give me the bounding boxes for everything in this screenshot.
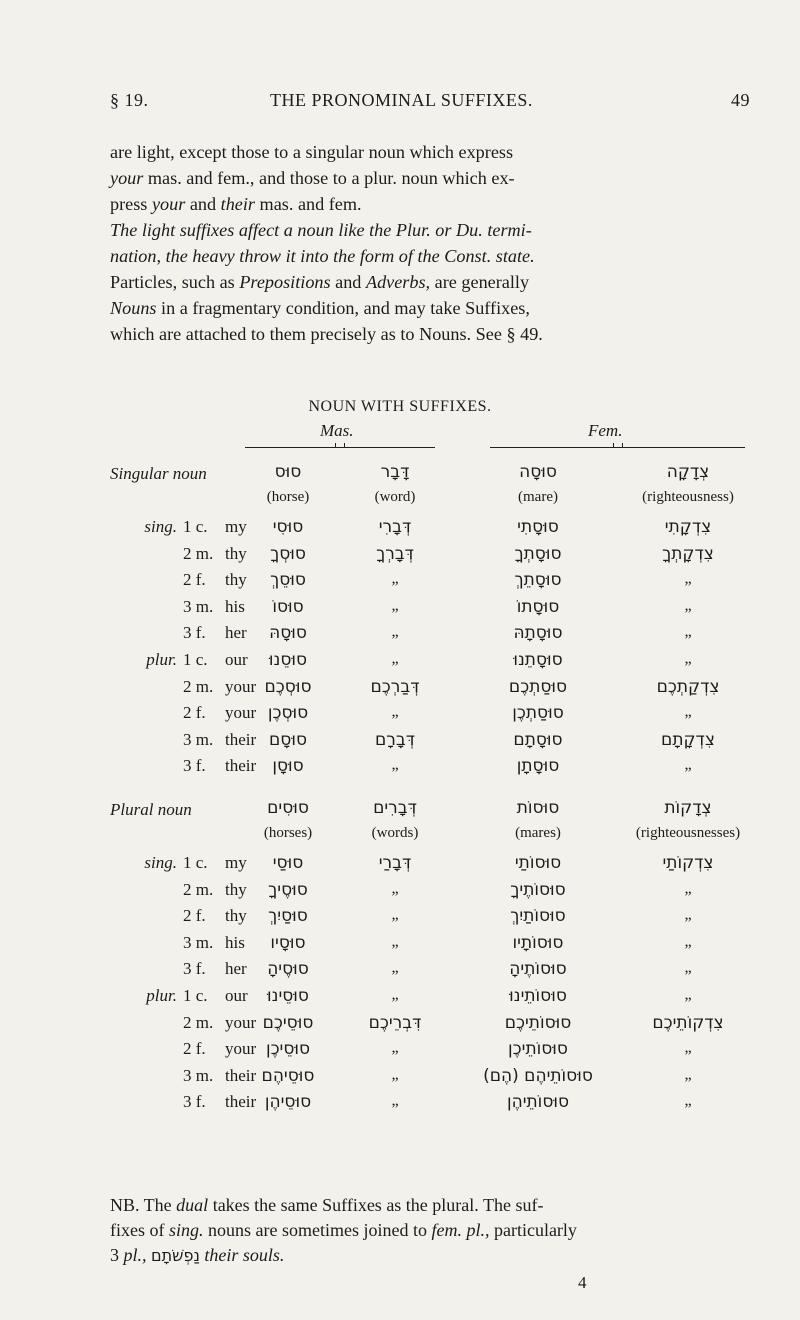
pronoun: my [225, 517, 247, 536]
ditto-mark: „ [684, 623, 692, 641]
text: NB. The [110, 1195, 177, 1215]
text: and [330, 272, 366, 292]
suffixed-form: צִדְקָתְךָ [662, 543, 714, 564]
ditto-mark: „ [391, 1065, 399, 1083]
suffixed-form: סוּסָן [272, 756, 304, 777]
ditto-mark: „ [684, 650, 692, 667]
ditto-mark: „ [684, 703, 692, 721]
suffixed-form: סוּסֶיהָ [267, 959, 309, 980]
suffixed-form: צִדְקוֹתַי [662, 853, 714, 873]
ditto-mark: „ [684, 932, 692, 950]
pronoun: my [225, 853, 247, 872]
ditto-mark: „ [391, 623, 399, 641]
pronoun: her [225, 959, 247, 979]
pronoun: their [225, 1065, 257, 1085]
note-line [110, 1193, 770, 1218]
pronoun: thy [225, 543, 247, 563]
ditto-mark: „ [391, 932, 399, 950]
ditto-mark: „ [684, 570, 692, 588]
head-word: דְּבָרִים [373, 798, 417, 818]
person-number: 2 f. [183, 906, 206, 926]
pronoun: her [225, 623, 247, 643]
text: in a fragmentary condition, and may take Suffixes, [156, 298, 530, 318]
pronoun: our [225, 986, 248, 1005]
suffixed-form: סוּסֵיכֶן [265, 1039, 311, 1060]
suffixed-form: צִדְקַתְכֶם [656, 676, 720, 697]
text: mas. and fem., and those to a plur. noun which ex- [143, 168, 515, 188]
suffixed-form: סוּסֵיכֶם [262, 1012, 314, 1033]
number-label: sing. [144, 517, 177, 536]
suffixed-form: סוּסָתוֹ [516, 596, 560, 617]
suffixed-form: סוּסוֹתֵיכֶן [508, 1039, 568, 1060]
suffixed-form: סוּסוֹתַי [514, 853, 562, 873]
ditto-mark: „ [391, 703, 399, 721]
person-number: 1 c. [183, 517, 208, 536]
noun-section-label: Plural noun [110, 800, 192, 819]
suffixed-form: סוּסוֹתֵיהֶם (הֶם) [483, 1065, 593, 1086]
ditto-mark: „ [684, 596, 692, 614]
pronoun: their [225, 729, 257, 749]
emph: pl., [123, 1245, 147, 1265]
person-number: 1 c. [183, 986, 208, 1005]
pronoun: thy [225, 879, 247, 899]
gloss-text: (mares) [515, 825, 561, 841]
masculine-brace [245, 447, 435, 458]
emph: fem. pl., [431, 1220, 490, 1240]
person-number: 3 f. [183, 623, 206, 643]
suffixed-form: דְּבָרְךָ [376, 543, 414, 564]
suffixed-form: סוּסָהּ [269, 623, 307, 644]
suffixed-form: סוּסֵיהֶם [261, 1065, 315, 1086]
text: fixes of [110, 1220, 169, 1240]
pronoun: your [225, 1039, 257, 1059]
pronoun: thy [225, 906, 247, 926]
gloss-text: (righteousnesses) [635, 825, 741, 841]
person-number: 1 c. [183, 650, 208, 669]
person-number: 3 f. [183, 959, 206, 979]
intro-paragraph [110, 139, 750, 347]
suffixed-form: סוּסוֹ [272, 596, 304, 617]
section-number: § 19. [110, 90, 149, 110]
text: takes the same Suffixes as the plural. The suf- [208, 1195, 544, 1215]
suffixed-form: סוּסַתְכֶם [508, 676, 568, 697]
ditto-mark: „ [684, 986, 692, 1003]
suffixed-form: סוּסָתָם [513, 729, 563, 750]
text: press [110, 194, 152, 214]
head-word: סוּס [274, 462, 302, 482]
head-word: צְדָקוֹת [664, 798, 712, 818]
ditto-mark: „ [684, 1092, 692, 1110]
person-number: 3 m. [183, 932, 214, 952]
pronoun: your [225, 676, 257, 696]
intro-line [110, 269, 750, 295]
suffixed-form: סוּסוֹתֵיהֶן [506, 1092, 570, 1113]
intro-line: are light, except those to a singular noun which express [110, 142, 514, 162]
suffixed-form: סוּסַי [272, 853, 304, 873]
number-label: plur. [146, 650, 177, 669]
suffixed-form: סוּסוֹתֵינוּ [509, 986, 567, 1006]
pronoun: your [225, 1012, 257, 1032]
ditto-mark: „ [391, 570, 399, 588]
number-label: sing. [144, 853, 177, 872]
person-number: 2 m. [183, 543, 214, 563]
suffixed-form: סוּסֵיהֶן [264, 1092, 312, 1113]
emph: their [220, 194, 255, 214]
signature-mark: 4 [578, 1273, 587, 1292]
ditto-mark: „ [684, 1065, 692, 1083]
suffixed-form: סוּסְךָ [270, 543, 306, 564]
suffixed-form: סוּסֵךְ [270, 570, 306, 591]
ditto-mark: „ [391, 879, 399, 897]
person-number: 3 m. [183, 729, 214, 749]
person-number: 2 f. [183, 703, 206, 723]
noun-section-label: Singular noun [110, 464, 207, 483]
suffixed-form: סוּסָתֵךְ [514, 570, 562, 591]
pronoun: his [225, 596, 245, 616]
person-number: 2 f. [183, 1039, 206, 1059]
person-number: 2 m. [183, 676, 214, 696]
suffixed-form: סוּסַתְכֶן [512, 703, 564, 724]
emph: Adverbs, [365, 272, 431, 292]
text: 3 [110, 1245, 124, 1265]
intro-line [110, 165, 750, 191]
suffixed-form: דְּבָרִי [378, 517, 412, 537]
gloss-text: (horse) [266, 489, 310, 505]
ditto-mark: „ [391, 596, 399, 614]
suffixed-form: סוּסוֹתֶיהָ [509, 959, 567, 980]
person-number: 1 c. [183, 853, 208, 872]
head-word: סוּסִים [267, 798, 309, 818]
emph: sing. [168, 1220, 204, 1240]
intro-line [110, 295, 750, 321]
person-number: 2 m. [183, 879, 214, 899]
note-paragraph [110, 1193, 770, 1268]
masculine-label: Mas. [320, 421, 354, 440]
table-title: NOUN WITH SUFFIXES. [308, 398, 492, 415]
suffixed-form: סוּסִי [272, 517, 304, 537]
intro-line [110, 217, 750, 243]
emph: your [110, 168, 144, 188]
emph: their souls. [199, 1245, 285, 1265]
suffixed-form: סוּסָתָן [516, 756, 560, 777]
suffixed-form: סוּסָיו [270, 932, 306, 953]
ditto-mark: „ [391, 959, 399, 977]
person-number: 2 m. [183, 1012, 214, 1032]
ditto-mark: „ [684, 959, 692, 977]
suffixed-form: סוּסֵנוּ [268, 650, 308, 670]
feminine-label: Fem. [588, 421, 623, 440]
head-word: דָּבָר [380, 462, 410, 482]
ditto-mark: „ [684, 879, 692, 897]
feminine-brace [490, 447, 745, 458]
intro-line [110, 191, 750, 217]
suffixed-form: סוּסָתִי [517, 517, 559, 537]
pronoun: their [225, 756, 257, 776]
ditto-mark: „ [391, 1092, 399, 1110]
intro-line: which are attached to them precisely as to Nouns. See § 49. [110, 324, 543, 344]
suffixed-form: צִדְקוֹתֵיכֶם [652, 1012, 724, 1033]
chapter-title: THE PRONOMINAL SUFFIXES. [270, 90, 533, 110]
ditto-mark: „ [684, 906, 692, 924]
ditto-mark: „ [684, 1039, 692, 1057]
pronoun: our [225, 650, 248, 669]
head-word: צְדָקָה [666, 462, 710, 482]
text: and [185, 194, 221, 214]
suffixed-form: דְּבָרַי [378, 853, 412, 873]
suffixed-form: סוּסָתָהּ [513, 623, 563, 644]
page-number: 49 [731, 90, 750, 110]
emph: Nouns [110, 298, 157, 318]
suffixed-form: סוּסָתְךָ [514, 543, 562, 564]
emph: Prepositions [239, 272, 331, 292]
pronoun: their [225, 1092, 257, 1112]
emph: your [151, 194, 186, 214]
head-word: סוּסוֹת [516, 798, 560, 818]
suffixed-form: דְּבָרָם [375, 729, 415, 750]
pronoun: his [225, 932, 245, 952]
pronoun: your [225, 703, 257, 723]
gloss-text: (mare) [518, 489, 558, 505]
person-number: 3 f. [183, 756, 206, 776]
suffixed-form: סוּסַיִךְ [268, 906, 308, 927]
emph: The light suffixes affect a noun like the Plur. or Du. termi- [110, 220, 532, 240]
note-line [110, 1243, 770, 1268]
suffixed-form: סוּסוֹתָיו [512, 932, 564, 953]
suffixed-form: סוּסוֹתַיִךְ [510, 906, 566, 927]
gloss-text: (horses) [263, 825, 313, 841]
number-label: plur. [146, 986, 177, 1005]
suffixed-form: סוּסוֹתֶיךָ [510, 879, 566, 900]
suffixed-form: סוּסוֹתֵיכֶם [504, 1012, 572, 1033]
suffixed-form: דִּבְרֵיכֶם [368, 1012, 422, 1033]
pronoun: thy [225, 570, 247, 590]
person-number: 3 f. [183, 1092, 206, 1112]
ditto-mark: „ [391, 906, 399, 924]
suffixed-form: סוּסֶיךָ [268, 879, 308, 900]
person-number: 2 f. [183, 570, 206, 590]
text: nouns are sometimes joined to [203, 1220, 432, 1240]
ditto-mark: „ [391, 986, 399, 1003]
hebrew-word: נַפְשֹׁתָם [151, 1246, 200, 1265]
suffixed-form: צִדְקָתִי [664, 517, 712, 537]
suffixed-form: דְּבַרְכֶם [370, 676, 420, 697]
suffixed-form: סוּסְכֶם [264, 676, 312, 697]
gloss-text: (righteousness) [642, 489, 734, 505]
suffixed-form: סוּסָתֵנוּ [513, 650, 563, 670]
note-line [110, 1218, 770, 1243]
emph: dual [176, 1195, 209, 1215]
text: are generally [430, 272, 530, 292]
ditto-mark: „ [391, 1039, 399, 1057]
ditto-mark: „ [391, 756, 399, 774]
suffixed-form: סוּסְכֶן [267, 703, 309, 724]
suffixed-form: סוּסָם [269, 729, 307, 750]
text: Particles, such as [110, 272, 240, 292]
ditto-mark: „ [684, 756, 692, 774]
head-word: סוּסָה [519, 462, 557, 482]
suffixed-form: סוּסֵינוּ [267, 986, 309, 1006]
person-number: 3 m. [183, 596, 214, 616]
emph: nation, the heavy throw it into the form of the Const. state. [110, 246, 535, 266]
intro-line [110, 243, 750, 269]
ditto-mark: „ [391, 650, 399, 667]
text: mas. and fem. [255, 194, 362, 214]
person-number: 3 m. [183, 1065, 214, 1085]
suffixed-form: צִדְקָתָם [661, 729, 715, 750]
text: particularly [489, 1220, 577, 1240]
gloss-text: (words) [371, 825, 419, 841]
gloss-text: (word) [374, 489, 416, 505]
